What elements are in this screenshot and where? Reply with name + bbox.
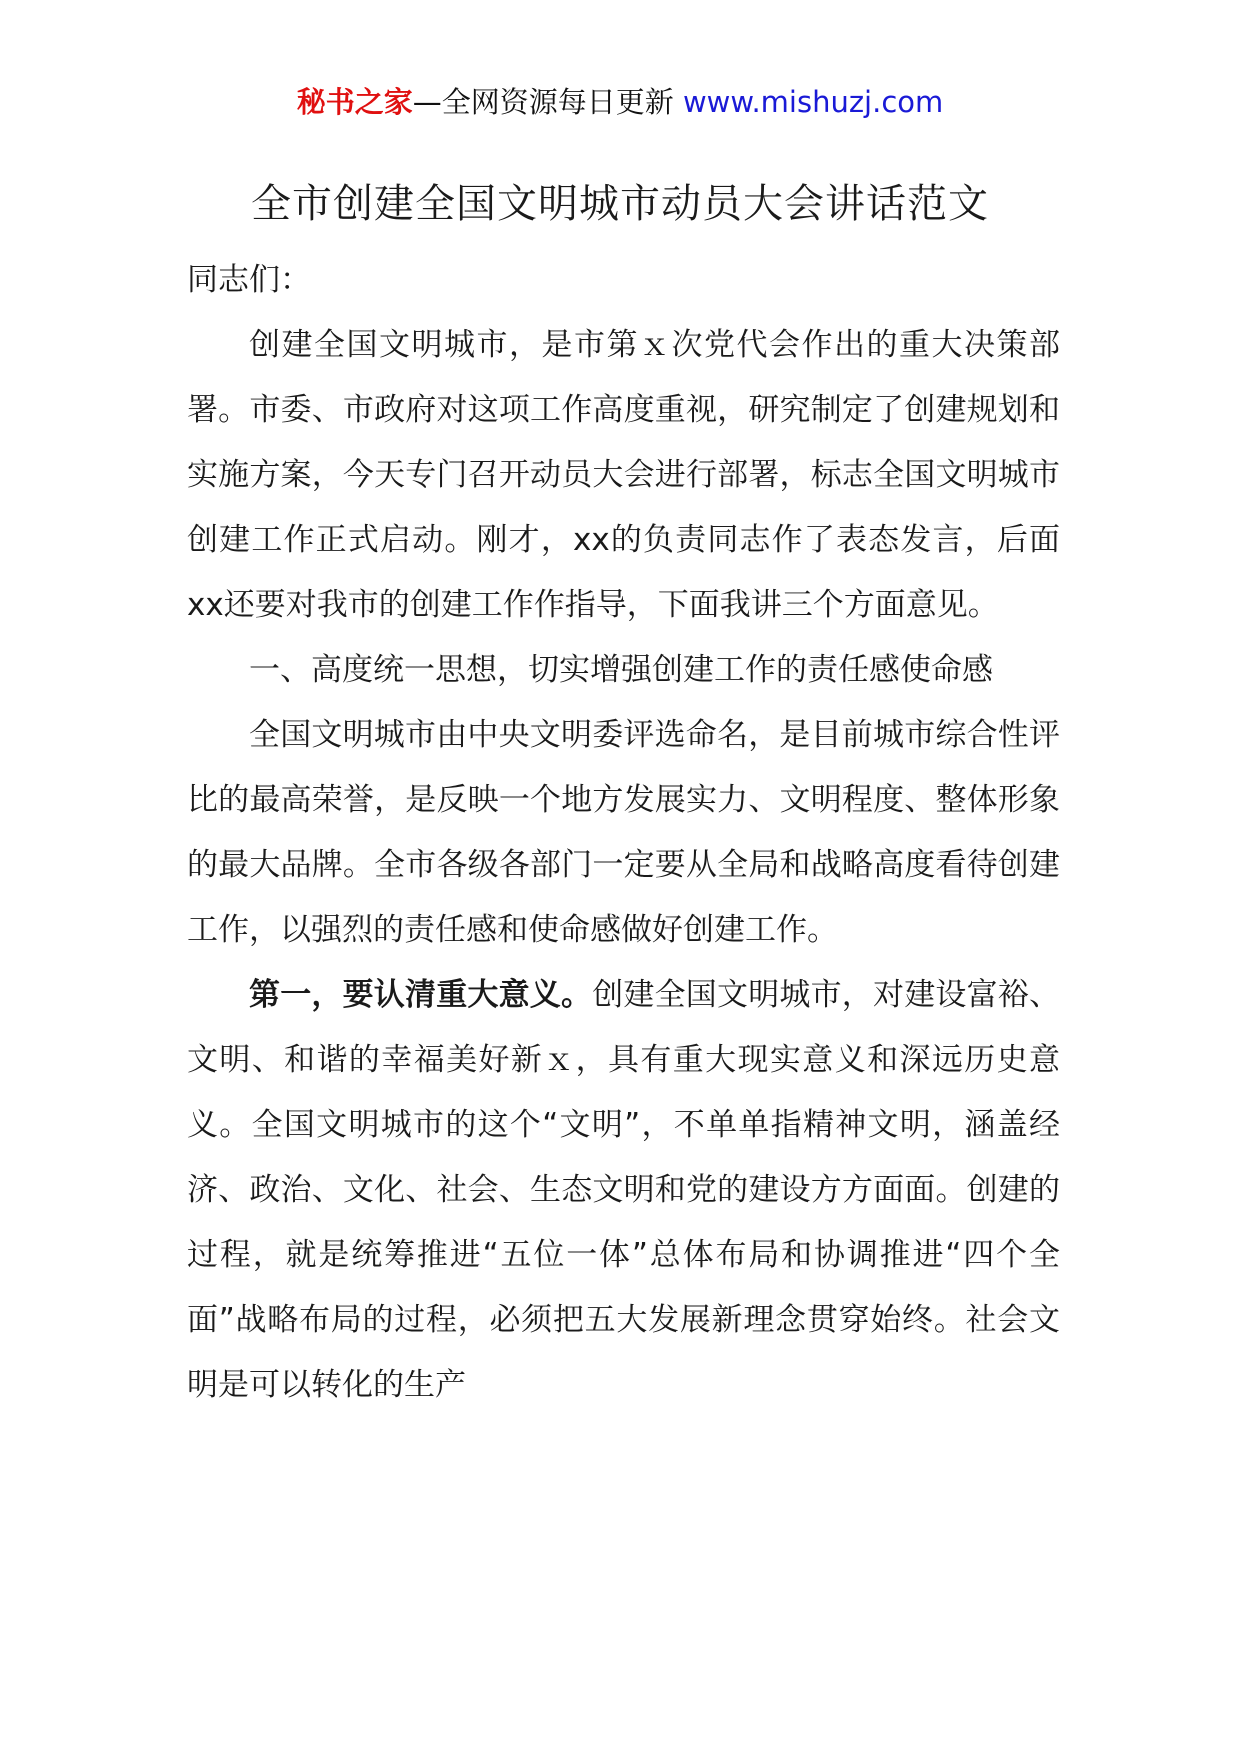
paragraph-point-one [187, 963, 1060, 1418]
site-tagline: —全网资源每日更新 [412, 85, 674, 119]
point-one-text: 创建全国文明城市，对建设富裕、文明、和谐的幸福美好新ｘ，具有重大现实意义和深远历史意义。全国文明城市的这个“文明”，不单单指精神文明，涵盖经济、政治、文化、社会、生态文明和党的建设方方面面。创建的过程，就是统筹推进“五位一体”总体布局和协调推进“四个全面”战略布局的过程，必须把五大发展新理念贯穿始终。社会文明是可以转化的生产 [187, 977, 1061, 1403]
paragraph-intro: 创建全国文明城市，是市第ｘ次党代会作出的重大决策部署。市委、市政府对这项工作高度重视，研究制定了创建规划和实施方案，今天专门召开动员大会进行部署，标志全国文明城市创建工作正式启动。刚才，xx的负责同志作了表态发言，后面xx还要对我市的创建工作作指导，下面我讲三个方面意见。 [187, 327, 1060, 623]
site-url-link[interactable]: www.mishuzj.com [682, 85, 944, 119]
document-title: 全市创建全国文明城市动员大会讲话范文 [251, 181, 989, 227]
point-one-lead: 第一，要认清重大意义。 [249, 977, 593, 1013]
section-heading-one: 一、高度统一思想，切实增强创建工作的责任感使命感 [249, 652, 993, 688]
document-body [187, 248, 1060, 1418]
site-header [0, 84, 1240, 120]
salutation: 同志们： [187, 262, 311, 298]
site-brand: 秘书之家 [296, 85, 413, 119]
paragraph-section-one: 全国文明城市由中央文明委评选命名，是目前城市综合性评比的最高荣誉，是反映一个地方发展实力、文明程度、整体形象的最大品牌。全市各级各部门一定要从全局和战略高度看待创建工作，以强烈的责任感和使命感做好创建工作。 [187, 717, 1060, 948]
